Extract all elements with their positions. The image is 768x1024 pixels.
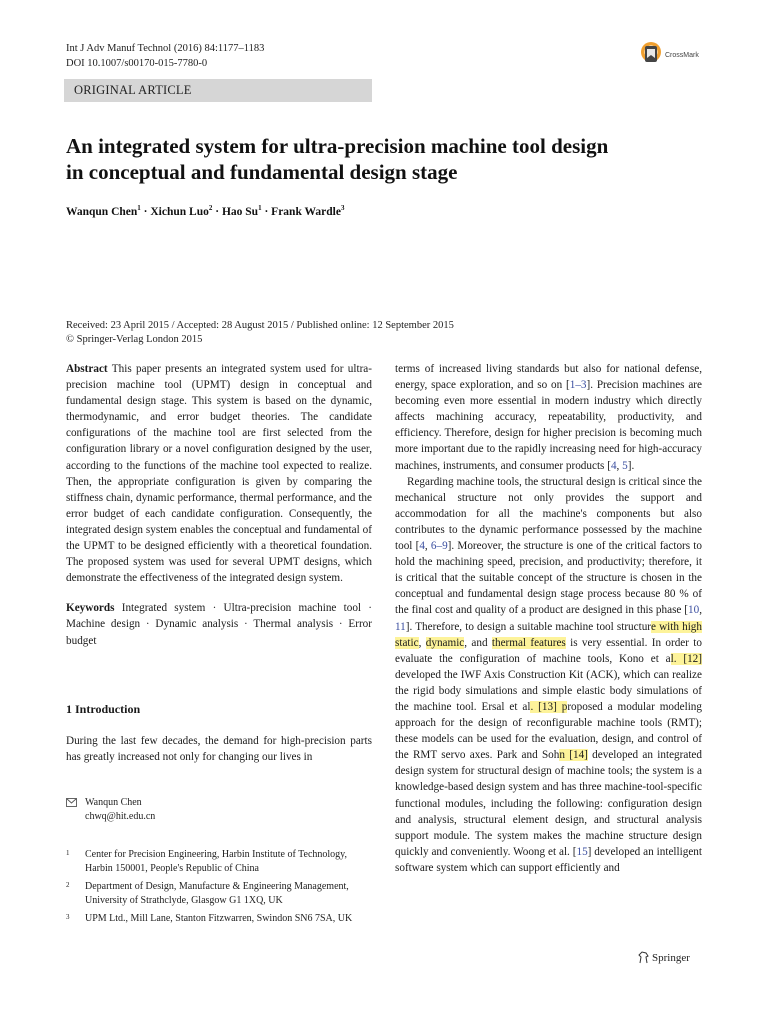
affiliation-line: Center for Precision Engineering, Harbin Institute of Technology, — [85, 849, 348, 860]
citation-link[interactable]: 5 — [622, 459, 628, 472]
body-text: ]. — [627, 459, 635, 472]
affiliation-number: 2 — [66, 881, 70, 889]
body-text: is very essential. In order to evaluate the configuration of machine tools, Kono et a — [395, 636, 702, 665]
author-affiliation-number: 3 — [340, 204, 345, 212]
paper-title — [66, 133, 706, 185]
author-separator: · — [140, 206, 151, 218]
author-affiliation-number: 1 — [258, 204, 262, 212]
affiliation-number: 3 — [66, 913, 70, 921]
body-text: ]. Therefore, to design a suitable machine tool structur — [405, 620, 652, 633]
section-heading: 1 Introduction — [66, 702, 141, 716]
body-text: developed the IWF Axis Construction Kit (ACK), which can realize the rigid body simulations and simple elastic body simulations of the machine tool. Ersal et al — [395, 668, 702, 713]
highlighted-text: e with high static — [395, 620, 702, 649]
highlighted-text: dynamic — [425, 636, 465, 649]
abstract-label: Abstract — [66, 363, 108, 375]
body-text: ]. Moreover, the structure is one of the critical factors to hold the machining speed, precision, and productivity; therefore, it is critical that the suitable concept of the structure is chosen in the conceptual and fundamental design stage process because 80 % of the final cost and quality of a product are designed in this phase [ — [395, 540, 703, 617]
body-text: , — [424, 540, 431, 553]
corresponding-author-name: Wanqun Chen — [85, 797, 142, 808]
affiliation-number: 1 — [66, 849, 70, 857]
envelope-icon — [66, 798, 77, 807]
body-text: ]. Precision machines are becoming even more essential in modern industry which directly affects machining accuracy, repeatability, productivity, and efficiency. Therefore, design for higher precision is becoming much more important due to the rapidly increasing need for high-accuracy machines, instruments, and consumer products [ — [395, 379, 702, 472]
affiliation-line: Harbin 150001, People's Republic of China — [85, 863, 259, 874]
highlighted-text: . [13] p — [530, 700, 568, 713]
copyright-line: © Springer-Verlag London 2015 — [66, 334, 203, 345]
title-line-1: An integrated system for ultra-precision machine tool design — [66, 134, 609, 158]
keywords-label: Keywords — [66, 602, 115, 615]
keywords — [66, 600, 372, 648]
body-text: terms of increased living standards but also for national defense, energy, space exploration, and so on [ — [395, 363, 702, 392]
publisher-logo — [638, 951, 690, 964]
author-name[interactable]: Frank Wardle — [271, 206, 341, 218]
corresponding-author-email[interactable]: chwq@hit.edu.cn — [85, 811, 156, 822]
body-text: , — [699, 604, 702, 617]
citation-link[interactable]: 10 — [688, 604, 700, 617]
body-text: ] developed an intelligent software system which can support efficiently and — [395, 845, 702, 874]
right-column — [395, 361, 702, 876]
title-line-2: in conceptual and fundamental design stage — [66, 160, 458, 184]
body-text: , and — [464, 636, 492, 649]
author-affiliation-number: 2 — [208, 204, 213, 212]
author-list — [66, 204, 344, 218]
intro-paragraph-structural-design — [395, 474, 702, 876]
left-column — [66, 361, 372, 649]
crossmark-label: CrossMark — [665, 52, 699, 59]
doi[interactable]: DOI 10.1007/s00170-015-7780-0 — [66, 58, 208, 69]
highlighted-text: thermal features — [491, 636, 566, 649]
citation-link[interactable]: 15 — [576, 845, 588, 858]
abstract-text: This paper presents an integrated system used for ultra-precision machine tool (UPMT) design in conceptual and fundamental design stage. This system is based on the dynamic, thermodynamic, and error budget theories. The candidate configurations of the machine tool are first selected from the configuration library or a novel configuration designed by the user, according to the functions of the machine tool expected to realize. Then, the appropriate configuration is given by comparing the stiffness chain, dynamic performance, thermal performance, and the error budget of each candidate configuration. Consequently, the integrated design system enables the conceptual and fundamental of the UPMT to be designed efficiently with a theoretical foundation. The proposed system was used for several UPMT designs, which demonstrate the effectiveness of the integrated design system. — [66, 363, 372, 585]
intro-paragraph: During the last few decades, the demand for high-precision parts has greatly increased not only for changing our lives in — [66, 735, 372, 764]
affiliation-line: University of Strathclyde, Glasgow G1 1XQ, UK — [85, 895, 283, 906]
dates-line: Received: 23 April 2015 / Accepted: 28 August 2015 / Published online: 12 September 2015 — [66, 320, 454, 331]
publisher-name: Springer — [652, 952, 690, 964]
author-name[interactable]: Xichun Luo — [150, 206, 209, 218]
publication-dates — [66, 319, 454, 347]
crossmark-icon — [640, 40, 662, 70]
affiliation-line: UPM Ltd., Mill Lane, Stanton Fitzwarren, Swindon SN6 7SA, UK — [85, 913, 353, 924]
citation-link[interactable]: 4 — [610, 459, 617, 472]
author-name[interactable]: Wanqun Chen — [66, 206, 138, 218]
citation-link[interactable]: 11 — [395, 620, 406, 633]
author-separator: · — [212, 206, 222, 218]
abstract — [66, 361, 372, 586]
body-text: developed an integrated design system for structural design of machine tools; the system is a knowledge-based design system and has three machine-tool-specific functional modules, including the following: configuration design and analysis, structural element design, and structural analysis support module. The system makes the machine structure design quickly and conveniently. Woong et al. [ — [395, 749, 702, 858]
intro-paragraph-continued — [395, 361, 702, 474]
intro-left — [66, 733, 372, 765]
citation-link[interactable]: 1–3 — [569, 379, 587, 392]
citation-link[interactable]: 6–9 — [430, 540, 448, 553]
author-affiliation-number: 1 — [137, 204, 141, 212]
journal-citation: Int J Adv Manuf Technol (2016) 84:1177–1183 — [66, 43, 265, 54]
article-type-banner: ORIGINAL ARTICLE — [64, 79, 372, 102]
crossmark-badge[interactable] — [640, 40, 710, 74]
highlighted-text: n [14] — [559, 749, 588, 762]
author-name[interactable]: Hao Su — [221, 206, 259, 218]
citation-link[interactable]: 4 — [419, 540, 425, 553]
body-text: , — [418, 636, 426, 649]
body-text: roposed a modular modeling approach for the design of reconfigurable machine tools (RMT); these models can be used for the evaluation, design, and control of the RMT servo axes. Park and Soh — [395, 700, 702, 762]
author-separator: · — [261, 206, 272, 218]
springer-horse-icon — [638, 951, 650, 964]
affiliation-line: Department of Design, Manufacture & Engineering Management, — [85, 881, 349, 892]
keywords-text: Integrated system · Ultra-precision machine tool · Machine design · Dynamic analysis · Thermal analysis · Error budget — [66, 602, 372, 647]
body-text: Regarding machine tools, the structural design is critical since the mechanical structure not only provides the support and accommodation for all the machine's components but also contributes to the dynamic performance possessed by the machine tool [ — [395, 475, 702, 553]
body-text: , — [616, 459, 623, 472]
journal-header — [66, 41, 264, 71]
highlighted-text: l. [12] — [670, 652, 702, 665]
